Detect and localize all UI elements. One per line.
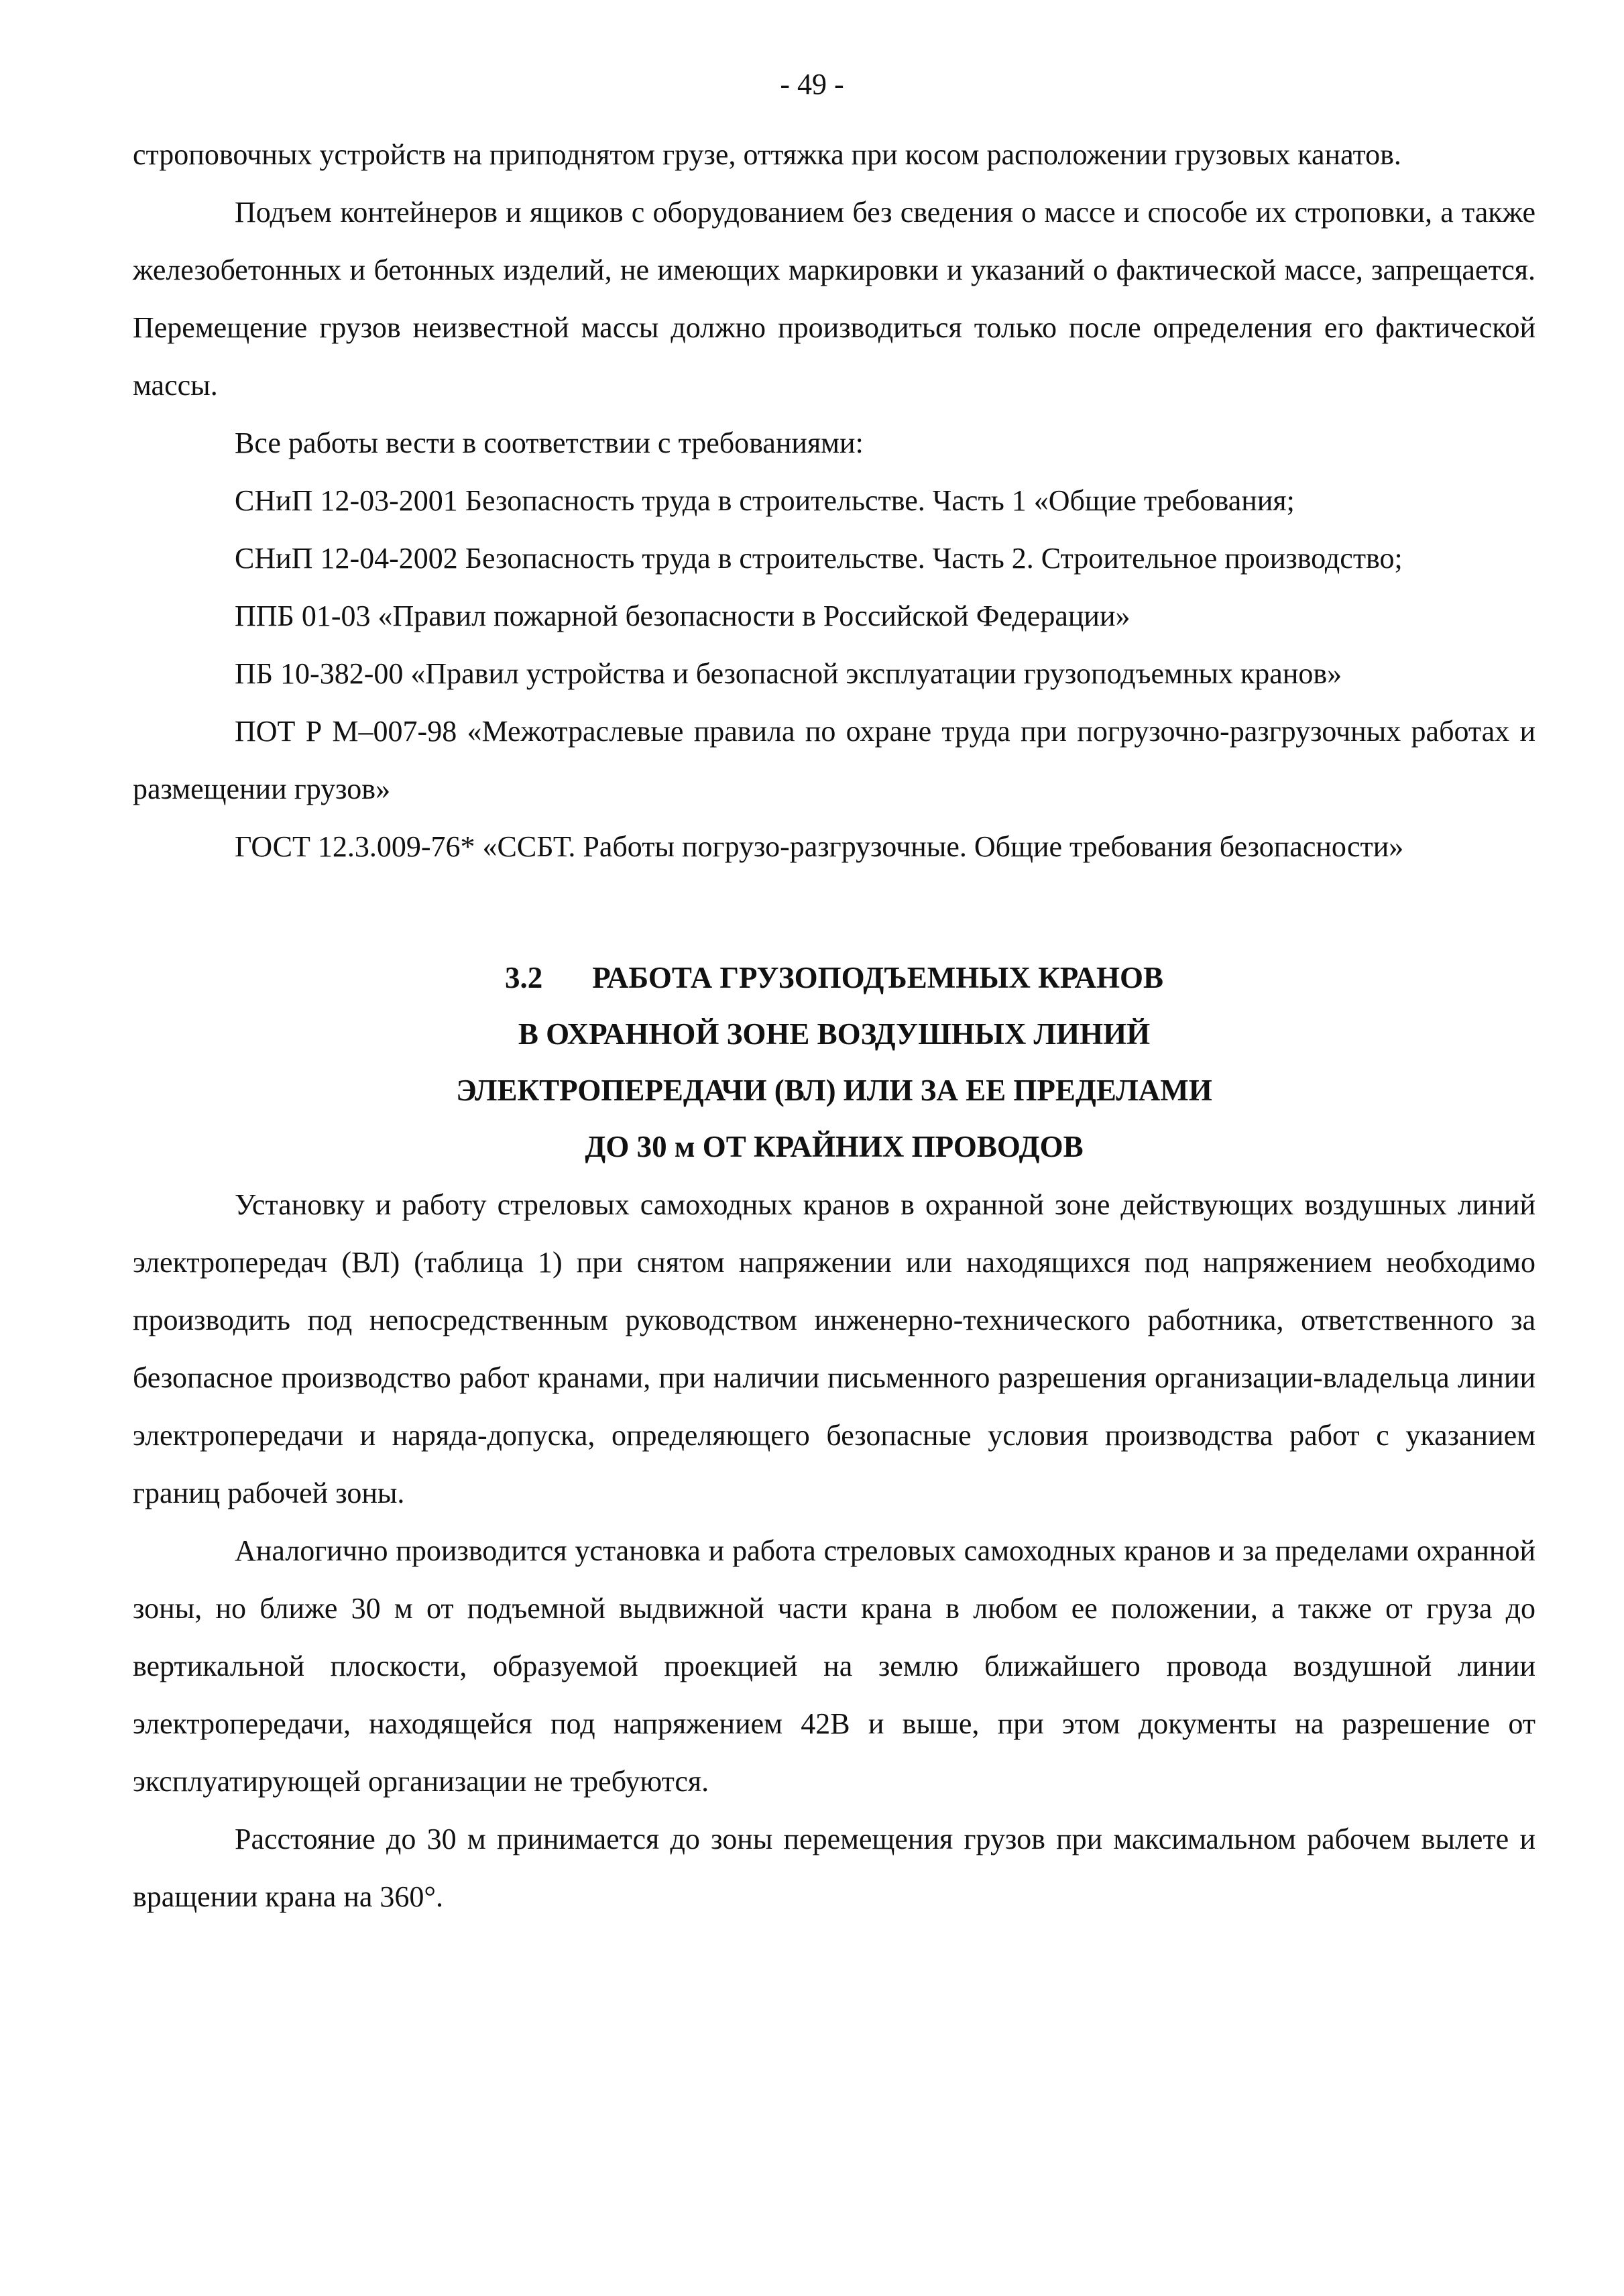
requirement-snip-12-03-2001: СНиП 12-03-2001 Безопасность труда в строительстве. Часть 1 «Общие требования; bbox=[235, 484, 1295, 517]
section-heading-line-1 bbox=[133, 950, 1535, 1006]
paragraph-distance-30m: Расстояние до 30 м принимается до зоны перемещения грузов при максимальном рабочем вылете и вращении крана на 360°. bbox=[133, 1823, 1535, 1913]
requirement-snip-12-04-2002: СНиП 12-04-2002 Безопасность труда в строительстве. Часть 2. Строительное производство; bbox=[235, 542, 1403, 575]
section-title-line-1: РАБОТА ГРУЗОПОДЪЕМНЫХ КРАНОВ bbox=[592, 961, 1164, 994]
page-content bbox=[133, 126, 1535, 1926]
requirement-pot-r-m-007-98: ПОТ Р М–007-98 «Межотраслевые правила по охране труда при погрузочно-разгрузочных работах и размещении грузов» bbox=[133, 715, 1535, 805]
section-heading bbox=[133, 950, 1535, 1175]
page-number: - 49 - bbox=[780, 68, 844, 101]
requirement-pb-10-382-00: ПБ 10-382-00 «Правил устройства и безопасной эксплуатации грузоподъемных кранов» bbox=[235, 657, 1342, 690]
paragraph-cargo-lifting-prohibition: Подъем контейнеров и ящиков с оборудованием без сведения о массе и способе их строповки, а также железобетонных и бетонных изделий, не имеющих маркировки и указаний о фактической массе, запрещается. Перемещение грузов неизвестной массы должно производиться только после определения его фактической массы. bbox=[133, 196, 1535, 402]
paragraph-requirements-intro: Все работы вести в соответствии с требованиями: bbox=[235, 426, 864, 459]
paragraph-crane-installation: Установку и работу стреловых самоходных кранов в охранной зоне действующих воздушных линий электропередач (ВЛ) (таблица 1) при снятом напряжении или находящихся под напряжением необходимо производить под непосредственным руководством инженерно-технического работника, ответственного за безопасное производство работ кранами, при наличии письменного разрешения организации-владельца линии электропередачи и наряда-допуска, определяющего безопасные условия производства работ с указанием границ рабочей зоны. bbox=[133, 1188, 1535, 1509]
section-title-line-3: ЭЛЕКТРОПЕРЕДАЧИ (ВЛ) ИЛИ ЗА ЕЕ ПРЕДЕЛАМИ bbox=[456, 1074, 1212, 1107]
section-title-line-2: В ОХРАННОЙ ЗОНЕ ВОЗДУШНЫХ ЛИНИЙ bbox=[518, 1017, 1151, 1051]
section-title-line-4: ДО 30 м ОТ КРАЙНИХ ПРОВОДОВ bbox=[585, 1130, 1084, 1163]
paragraph-continuation: строповочных устройств на приподнятом грузе, оттяжка при косом расположении грузовых канатов. bbox=[133, 138, 1401, 171]
requirement-gost-12-3-009-76: ГОСТ 12.3.009-76* «ССБТ. Работы погрузо-разгрузочные. Общие требования безопасности» bbox=[235, 830, 1404, 863]
paragraph-outside-protection-zone: Аналогично производится установка и работа стреловых самоходных кранов и за пределами охранной зоны, но ближе 30 м от подъемной выдвижной части крана в любом ее положении, а также от груза до вертикальной плоскости, образуемой проекцией на землю ближайшего провода воздушной линии электропередачи, находящейся под напряжением 42В и выше, при этом документы на разрешение от эксплуатирующей организации не требуются. bbox=[133, 1534, 1535, 1798]
requirement-ppb-01-03: ППБ 01-03 «Правил пожарной безопасности в Российской Федерации» bbox=[235, 599, 1130, 632]
section-number: 3.2 bbox=[504, 961, 543, 994]
